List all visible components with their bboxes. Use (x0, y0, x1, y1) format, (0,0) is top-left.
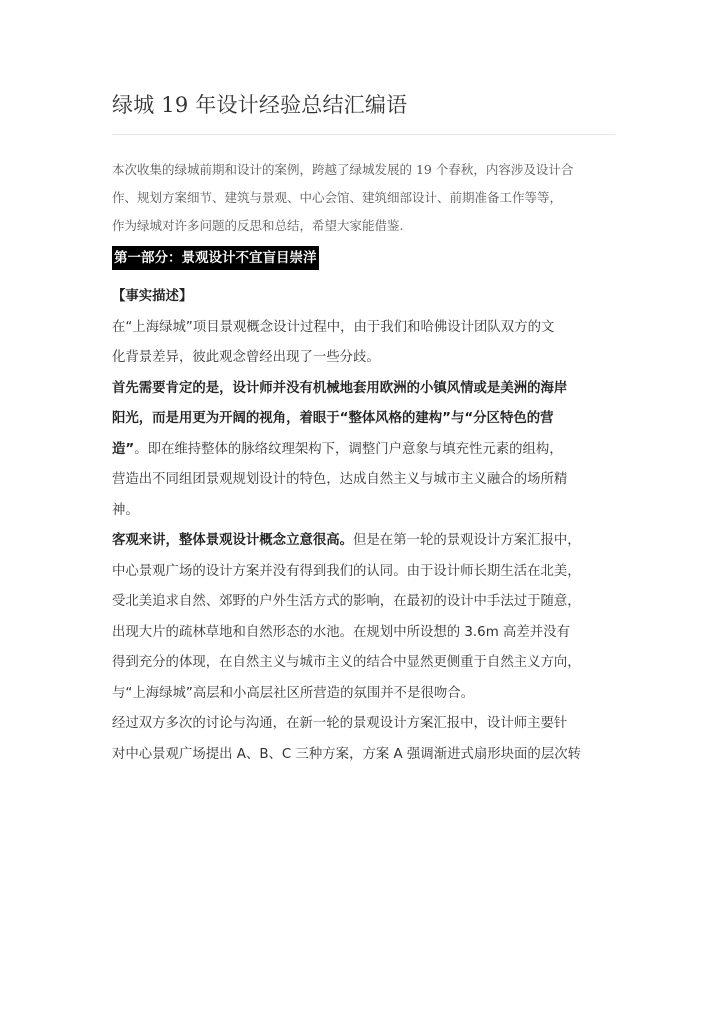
text-line: 中心景观广场的设计方案并没有得到我们的认同。由于设计师长期生活在北美， (112, 563, 581, 579)
text-line: 阳光，而是用更为开阔的视角，着眼于“整体风格的建构”与“分区特色的营 (112, 411, 554, 426)
text-line: 首先需要肯定的是，设计师并没有机械地套用欧洲的小镇风情或是美洲的海岸 (112, 380, 568, 396)
text-line: 经过双方多次的讨论与沟通，在新一轮的景观设计方案汇报中，设计师主要针 (112, 716, 568, 731)
title-divider (112, 134, 615, 135)
text-line: 化背景差异，彼此观念曾经出现了一些分歧。 (112, 350, 380, 365)
text-line: 得到充分的体现，在自然主义与城市主义的结合中显然更侧重于自然主义方向， (112, 655, 581, 670)
text-line (112, 435, 616, 466)
text-line: 在“上海绿城”项目景观概念设计过程中，由于我们和哈佛设计团队双方的文 (112, 319, 555, 335)
intro-line: 本次收集的绿城前期和设计的案例，跨越了绿城发展的 19 个春秋，内容涉及设计合 (112, 162, 574, 177)
body-text (112, 282, 616, 770)
intro-line: 作、规划方案细节、建筑与景观、中心会馆、建筑细部设计、前期准备工作等等， (112, 190, 563, 205)
text-line: 营造出不同组团景观规划设计的特色，达成自然主义与城市主义融合的场所精 (112, 472, 568, 487)
text-line: 对中心景观广场提出 A、B、C 三种方案，方案 A 强调渐进式扇形块面的层次转 (112, 746, 581, 762)
subheading: 【事实描述】 (112, 289, 193, 304)
intro-paragraph (112, 156, 616, 240)
section-heading: 第一部分：景观设计不宜盲目崇洋 (112, 246, 319, 270)
text-run: 但是在第一轮的景观设计方案汇报中， (353, 533, 581, 548)
text-bold-run: 造” (112, 441, 135, 457)
intro-line: 作为绿城对许多问题的反思和总结，希望大家能借鉴. (112, 218, 404, 233)
page-title: 绿城 19 年设计经验总结汇编语 (112, 93, 408, 117)
text-line: 与“上海绿城”高层和小高层社区所营造的氛围并不是很吻合。 (112, 685, 475, 701)
text-run: 。即在维持整体的脉络纹理架构下，调整门户意象与填充性元素的组构， (134, 441, 563, 457)
text-line: 受北美追求自然、郊野的户外生活方式的影响，在最初的设计中手法过于随意， (112, 594, 581, 609)
text-line: 神。 (112, 502, 139, 518)
text-bold-run: 客观来讲，整体景观设计概念立意很高。 (112, 533, 354, 548)
text-line (112, 526, 616, 557)
text-line: 出现大片的疏林草地和自然形态的水池。在规划中所设想的 3.6m 高差并没有 (112, 624, 570, 640)
